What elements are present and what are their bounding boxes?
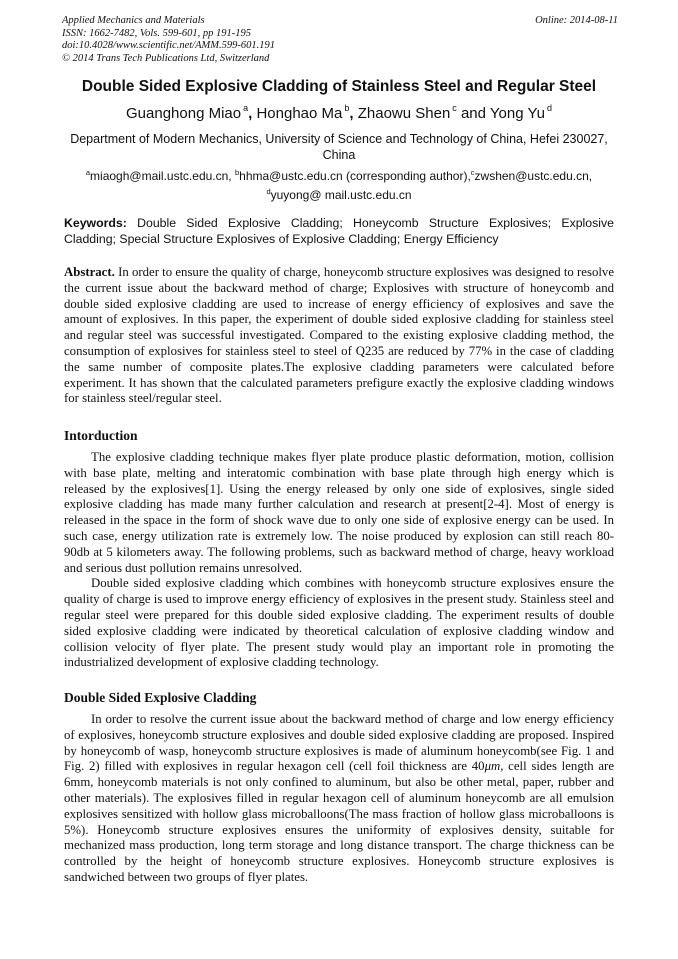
cladding-text-a: In order to resolve the current issue about the backward method of charge and low energy efficiency of explosives, honeycomb structure explosives and double sided explosive cladding are proposed. Inspired by honeycomb of wasp, honeycomb structure explosives is made of aluminum honeycomb(see Fig. 1 and Fig. 2) filled with explosives in regular hexagon cell (cell foil thickness are 40 xyxy=(64,712,614,774)
cladding-text-b: , cell sides length are 6mm, honeycomb materials is not only confined to aluminum, but also be other metal, paper, rubber and other materials). The explosives filled in regular hexagon cell of aluminum honeycomb are all emulsion explosives sensitized with hollow glass microballoons(The mass fraction of hollow glass microballoons is 5%). Honeycomb structure explosives ensures the uniformity of explosives density, suitable for mechanized mass production, long term storage and long distance transport. The charge thickness can be controlled by the height of honeycomb structure explosives. Honeycomb structure explosives is sandwiched between two groups of flyer plates. xyxy=(64,759,615,884)
email-sup: c xyxy=(470,168,475,177)
copyright-line: © 2014 Trans Tech Publications Ltd, Switzerland xyxy=(62,52,270,64)
email-b[interactable]: hhma@ustc.edu.cn (corresponding author), xyxy=(239,169,471,183)
journal-name: Applied Mechanics and Materials xyxy=(62,15,205,26)
doi-line[interactable]: doi:10.4028/www.scientific.net/AMM.599-601.191 xyxy=(62,40,275,51)
abstract-label: Abstract. xyxy=(64,265,115,279)
author-sup: d xyxy=(546,103,552,113)
author-name: Honghao Ma xyxy=(256,105,343,122)
email-list xyxy=(60,165,618,203)
issn-line: ISSN: 1662-7482, Vols. 599-601, pp 191-195 xyxy=(62,27,251,39)
author-name: Zhaowu Shen xyxy=(357,105,451,122)
email-a[interactable]: miaogh@mail.ustc.edu.cn, xyxy=(90,169,232,183)
email-d[interactable]: yuyong@ mail.ustc.edu.cn xyxy=(270,188,412,202)
paper-title: Double Sided Explosive Cladding of Stainless Steel and Regular Steel xyxy=(81,78,597,95)
section-heading: Double Sided Explosive Cladding xyxy=(64,690,257,705)
author-list: Guanghong Miao $^a$, Honghao Ma $^b$, Zhaowu Shen $^c$ and Yong Yu $^d$ xyxy=(126,103,552,122)
intro-section xyxy=(64,450,614,671)
affiliation: Department of Modern Mechanics, University of Science and Technology of China, Hefei 230027, China xyxy=(70,132,608,162)
intro-paragraph-2: Double sided explosive cladding which combines with honeycomb structure explosives ensure the quality of charge is used to improve energy efficiency of explosives in the present study. Stainless steel and regular steel were prepared for this double sided explosive cladding. The experiment results of double sided explosive cladding were indicated by theoretical calculation of explosive cladding window and collision velocity of flyer plate. The present study would play an important role in promoting the industrialized development of explosive cladding technology. xyxy=(64,576,614,670)
author-sup: b xyxy=(344,103,350,113)
abstract xyxy=(64,265,614,407)
author-name: Guanghong Miao xyxy=(126,105,242,122)
author-connector: and xyxy=(460,105,486,122)
unit-micrometer: μm xyxy=(484,759,501,774)
email-sup: b xyxy=(234,168,240,177)
online-date: Online: 2014-08-11 xyxy=(535,15,618,26)
abstract-text: In order to ensure the quality of charge, honeycomb structure explosives was designed to resolve the current issue about the backward method of charge; Explosives with structure of honeycomb and double sided explosive cladding are used to increase of energy efficiency of explosives and save the amount of explosives. In this paper, the experiment of double sided explosive cladding for stainless steel and regular steel was successful investigated. Compared to the existing explosive cladding method, the consumption of explosives for stainless steel to steel of Q235 are reduced by 77% in the case of cladding the same number of composite plates.The explosive cladding parameters were calculated before experiment. It has shown that the calculated parameters prefigure exactly the explosive cladding windows for stainless steel/regular steel. xyxy=(64,265,614,406)
keywords-label: Keywords: xyxy=(64,216,127,230)
keywords xyxy=(64,216,614,247)
email-sup: d xyxy=(266,187,271,196)
cladding-section xyxy=(64,712,614,886)
email-sup: a xyxy=(85,168,91,177)
author-name: Yong Yu xyxy=(489,105,545,122)
intro-paragraph-1: The explosive cladding technique makes flyer plate produce plastic deformation, motion, collision with base plate, melting and interatomic combination with base plate through high energy which is released by the explosives[1]. Using the energy released by only one side of explosives, single sided explosive cladding has made many further calculation and research at present[2-4]. Most of energy is released in the space in the form of shock wave due to only one side of explosive energy can be used. In such case, energy utilization rate is extremely low. The noise produced by explosion can still reach 80-90db at 5 kilometers away. The following problems, such as backward method of charge, heavy workload and serious dust pollution remains unresolved. xyxy=(64,450,614,575)
email-c[interactable]: zwshen@ustc.edu.cn, xyxy=(474,169,593,183)
author-sup: c xyxy=(452,103,457,113)
keywords-text: Double Sided Explosive Cladding; Honeycomb Structure Explosives; Explosive Cladding; Special Structure Explosives of Explosive Cladding; Energy Efficiency xyxy=(64,216,615,246)
journal-header xyxy=(62,15,618,65)
cladding-paragraph-1 xyxy=(64,712,614,886)
author-sup: a xyxy=(243,103,249,113)
intro-heading: Intorduction xyxy=(64,428,138,443)
